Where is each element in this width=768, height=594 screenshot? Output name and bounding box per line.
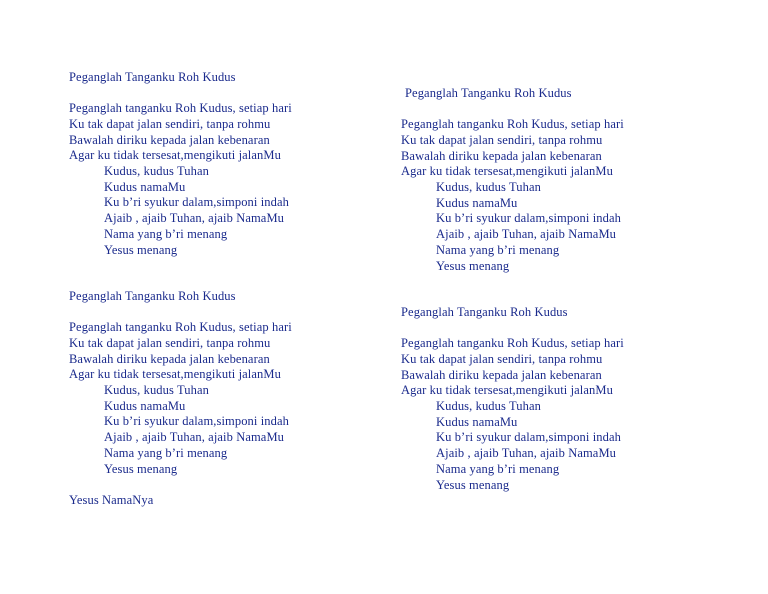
song-title: Peganglah Tanganku Roh Kudus	[69, 289, 236, 303]
song-title: Peganglah Tanganku Roh Kudus	[405, 86, 572, 100]
verse-line: Bawalah diriku kepada jalan kebenaran	[401, 368, 602, 382]
chorus-line: Nama yang b’ri menang	[104, 227, 228, 241]
chorus-line: Nama yang b’ri menang	[436, 243, 560, 257]
verse-line: Ku tak dapat jalan sendiri, tanpa rohmu	[401, 352, 603, 366]
chorus-line: Ajaib , ajaib Tuhan, ajaib NamaMu	[104, 430, 285, 444]
song-title: Peganglah Tanganku Roh Kudus	[401, 305, 568, 319]
chorus-line: Kudus, kudus Tuhan	[104, 164, 209, 178]
chorus-line: Yesus menang	[436, 259, 510, 273]
chorus-line: Nama yang b’ri menang	[104, 446, 228, 460]
chorus-line: Kudus namaMu	[104, 180, 186, 194]
verse-line: Agar ku tidak tersesat,mengikuti jalanMu	[401, 383, 613, 397]
chorus-line: Kudus, kudus Tuhan	[436, 399, 541, 413]
chorus-line: Ku b’ri syukur dalam,simponi indah	[104, 195, 289, 209]
chorus-line: Ku b’ri syukur dalam,simponi indah	[436, 211, 621, 225]
chorus-line: Nama yang b’ri menang	[436, 462, 560, 476]
chorus-line: Yesus menang	[104, 462, 178, 476]
verse-line: Agar ku tidak tersesat,mengikuti jalanMu	[69, 367, 281, 381]
verse-line: Bawalah diriku kepada jalan kebenaran	[69, 133, 270, 147]
chorus-line: Ku b’ri syukur dalam,simponi indah	[436, 430, 621, 444]
chorus-line: Kudus namaMu	[436, 196, 518, 210]
verse-line: Ku tak dapat jalan sendiri, tanpa rohmu	[69, 336, 271, 350]
verse-line: Peganglah tanganku Roh Kudus, setiap hari	[69, 320, 292, 334]
song-title: Peganglah Tanganku Roh Kudus	[69, 70, 236, 84]
chorus-line: Ajaib , ajaib Tuhan, ajaib NamaMu	[104, 211, 285, 225]
verse-line: Bawalah diriku kepada jalan kebenaran	[69, 352, 270, 366]
chorus-line: Kudus namaMu	[436, 415, 518, 429]
verse-line: Agar ku tidak tersesat,mengikuti jalanMu	[69, 148, 281, 162]
chorus-line: Kudus namaMu	[104, 399, 186, 413]
verse-line: Ku tak dapat jalan sendiri, tanpa rohmu	[401, 133, 603, 147]
chorus-line: Ku b’ri syukur dalam,simponi indah	[104, 414, 289, 428]
verse-line: Bawalah diriku kepada jalan kebenaran	[401, 149, 602, 163]
chorus-line: Kudus, kudus Tuhan	[436, 180, 541, 194]
verse-line: Peganglah tanganku Roh Kudus, setiap hari	[69, 101, 292, 115]
footer-text: Yesus NamaNya	[69, 493, 154, 507]
chorus-line: Yesus menang	[104, 243, 178, 257]
chorus-line: Ajaib , ajaib Tuhan, ajaib NamaMu	[436, 227, 617, 241]
verse-line: Agar ku tidak tersesat,mengikuti jalanMu	[401, 164, 613, 178]
chorus-line: Ajaib , ajaib Tuhan, ajaib NamaMu	[436, 446, 617, 460]
verse-line: Ku tak dapat jalan sendiri, tanpa rohmu	[69, 117, 271, 131]
chorus-line: Yesus menang	[436, 478, 510, 492]
verse-line: Peganglah tanganku Roh Kudus, setiap hari	[401, 336, 624, 350]
verse-line: Peganglah tanganku Roh Kudus, setiap hari	[401, 117, 624, 131]
chorus-line: Kudus, kudus Tuhan	[104, 383, 209, 397]
